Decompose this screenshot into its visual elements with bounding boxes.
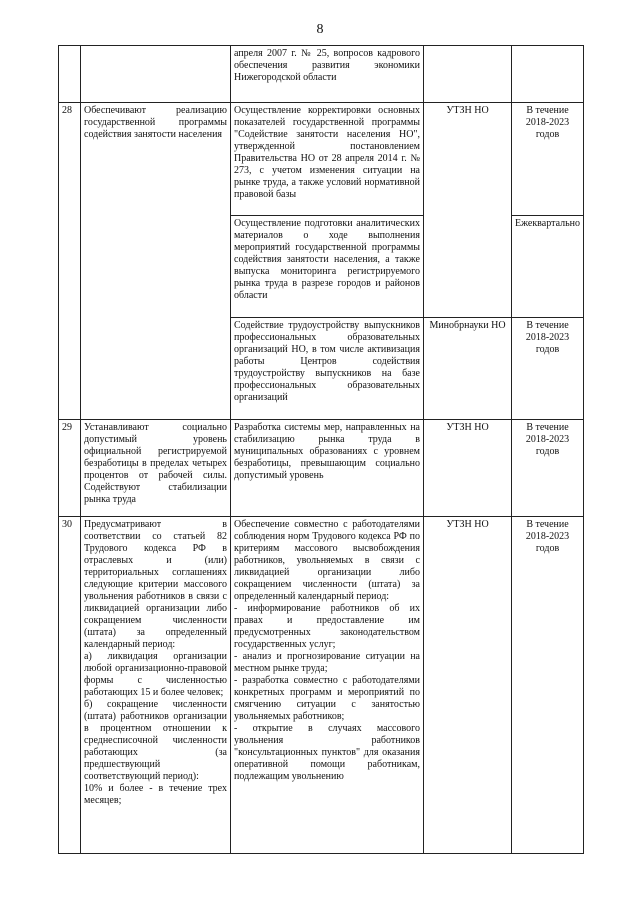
term-cell: Ежеквартально — [512, 216, 584, 318]
table-row-30 — [59, 517, 584, 854]
row-number-cell: 28 — [59, 103, 81, 420]
page-number: 8 — [316, 22, 324, 37]
table-row-29 — [59, 420, 584, 517]
executor-cell: УТЗН НО — [424, 517, 512, 854]
term-cell: В течение 2018-2023 годов — [512, 318, 584, 420]
commitment-cell — [81, 46, 231, 103]
term-cell: В течение 2018-2023 годов — [512, 103, 584, 216]
commitment-cell: Устанавливают социально допустимый уровень официальной регистрируемой безработицы в пределах четырех процентов от рабочей силы. Содействуют стабилизации рынка труда — [81, 420, 231, 517]
commitment-cell: Предусматривают в соответствии со статьей 82 Трудового кодекса РФ в отраслевых и (или) территориальных соглашениях следующие критерии массового увольнения работников в связи с ликвидацией организации либо сокращением численности (штата) за определенный календарный период: а) ликвидация организации любой организационно-правовой формы с численностью работающих 15 и более человек; б) сокращение численности (штата) работников организации в процентном отношении к среднесписочной численности работающих (за предшествующий соответствующий период): 10% и более - в течение трех месяцев; — [81, 517, 231, 854]
action-cell: Разработка системы мер, направленных на стабилизацию рынка труда в муниципальных образованиях с уровнем безработицы, превышающим социально допустимый уровень — [231, 420, 424, 517]
action-cell: Обеспечение совместно с работодателями соблюдения норм Трудового кодекса РФ по критериям массового высвобождения работников, увольняемых в связи с ликвидацией организации либо сокращением численности (штата) за определенный календарный период: - информирование работников об их правах и предоставление им предусмотренных законодательством государственных услуг; - анализ и прогнозирование ситуации на местном рынке труда; - разработка совместно с работодателями конкретных программ и мероприятий по смягчению ситуации с занятостью увольняемых работников; - открытие в случаях массового увольнения работников "консультационных пунктов" для оказания оперативной помощи работникам, подлежащим увольнению — [231, 517, 424, 854]
term-cell: В течение 2018-2023 годов — [512, 420, 584, 517]
measures-table — [58, 45, 584, 854]
table-row-continuation — [59, 46, 584, 103]
executor-cell — [424, 46, 512, 103]
row-number-cell — [59, 46, 81, 103]
table-row-28 — [59, 103, 584, 216]
row-number-cell: 29 — [59, 420, 81, 517]
action-cell: апреля 2007 г. № 25, вопросов кадрового обеспечения развития экономики Нижегородской области — [231, 46, 424, 103]
executor-cell: УТЗН НО — [424, 103, 512, 318]
executor-cell: Минобрнауки НО — [424, 318, 512, 420]
commitment-cell: Обеспечивают реализацию государственной программы содействия занятости населения — [81, 103, 231, 420]
term-cell — [512, 46, 584, 103]
term-cell: В течение 2018-2023 годов — [512, 517, 584, 854]
executor-cell: УТЗН НО — [424, 420, 512, 517]
action-cell: Осуществление подготовки аналитических материалов о ходе выполнения мероприятий государственной программы содействия занятости населения, а также выпуска мониторинга регистрируемого рынка труда в разрезе городов и районов области — [231, 216, 424, 318]
action-cell: Осуществление корректировки основных показателей государственной программы "Содействие занятости населения НО", утвержденной постановлением Правительства НО от 28 апреля 2014 г. № 273, с учетом изменения ситуации на рынке труда, а также условий нормативной правовой базы — [231, 103, 424, 216]
row-number-cell: 30 — [59, 517, 81, 854]
action-cell: Содействие трудоустройству выпускников профессиональных образовательных организаций НО, в том числе активизация работы Центров содействия трудоустройству выпускников на базе профессиональных образовательных организаций — [231, 318, 424, 420]
